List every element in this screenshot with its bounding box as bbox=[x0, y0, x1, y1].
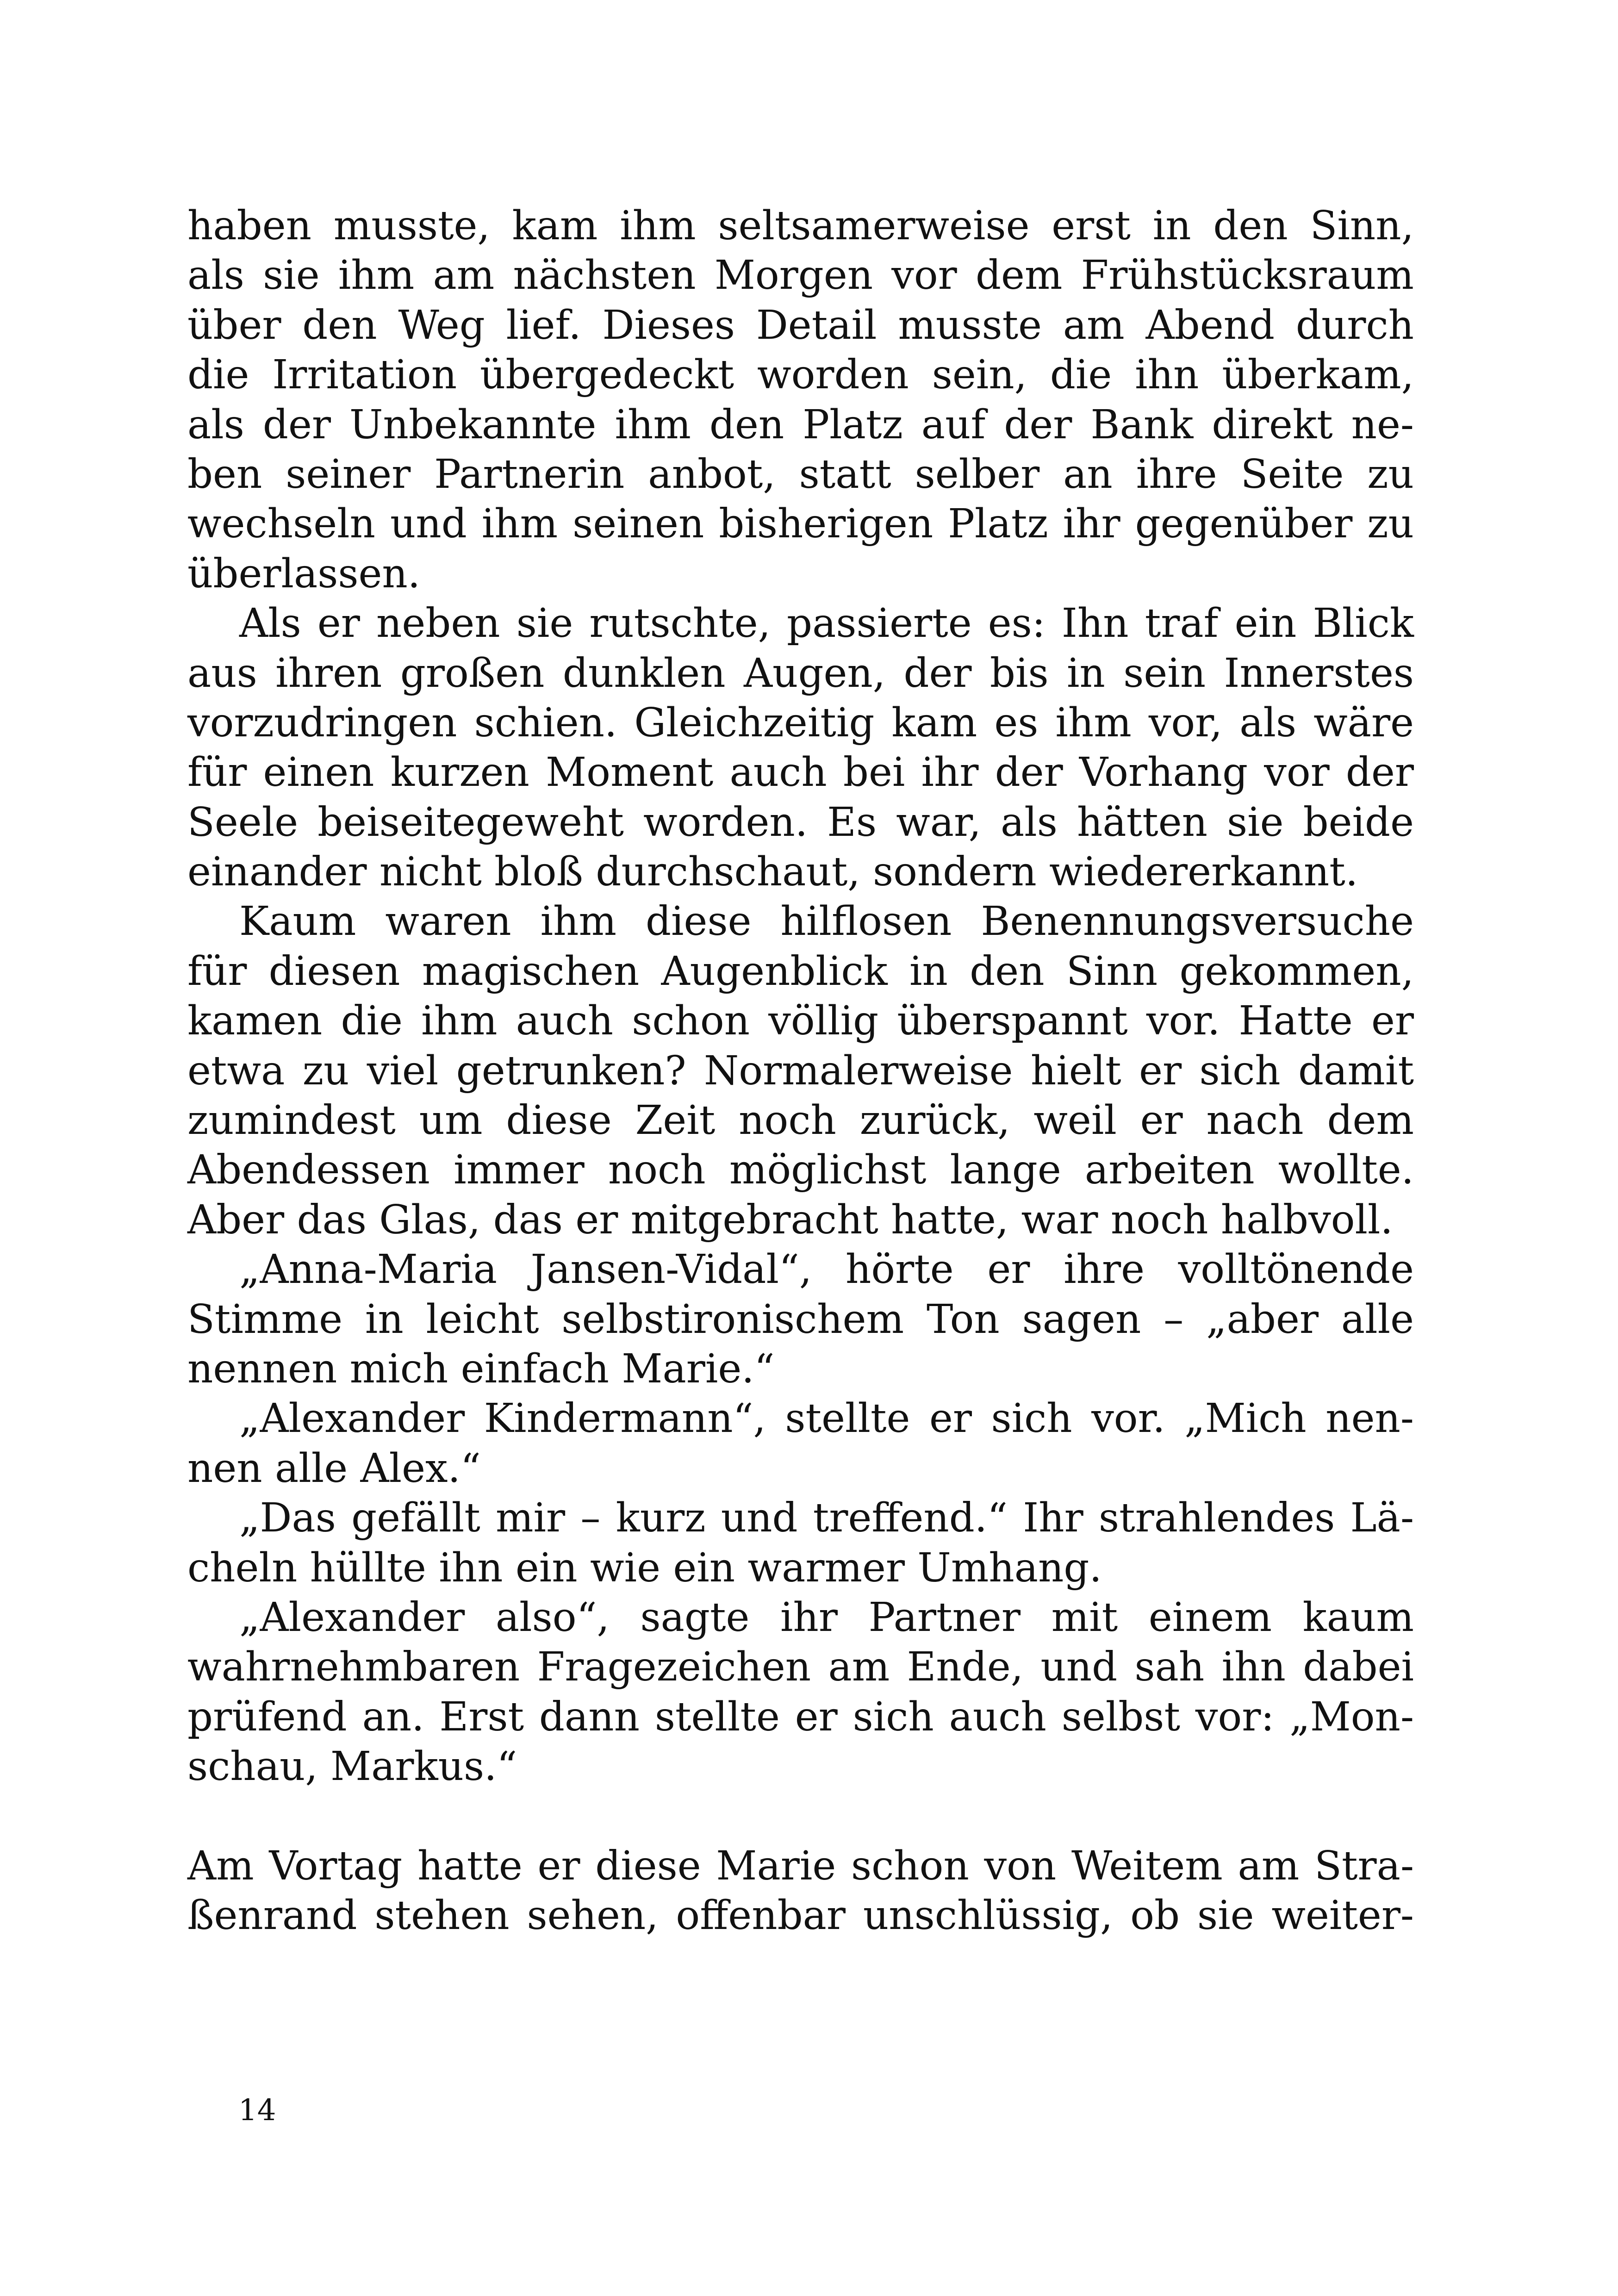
text-line: „Anna-Maria Jansen-Vidal“, hörte er ihre volltönende bbox=[239, 1246, 1414, 1293]
text-line: „Alexander Kindermann“, stellte er sich vor. „Mich nen- bbox=[239, 1395, 1414, 1442]
text-line: ßenrand stehen sehen, offenbar unschlüssig, ob sie weiter- bbox=[187, 1892, 1414, 1939]
text-line: zumindest um diese Zeit noch zurück, weil er nach dem bbox=[187, 1097, 1414, 1144]
text-line: einander nicht bloß durchschaut, sondern wiedererkannt. bbox=[187, 849, 1358, 896]
text-line: Aber das Glas, das er mitgebracht hatte, war noch halbvoll. bbox=[187, 1196, 1393, 1243]
text-line: über den Weg lief. Dieses Detail musste am Abend durch bbox=[187, 302, 1414, 348]
text-line: für diesen magischen Augenblick in den Sinn gekommen, bbox=[187, 948, 1414, 995]
body-text bbox=[187, 201, 1414, 1941]
text-line: „Alexander also“, sagte ihr Partner mit einem kaum bbox=[239, 1594, 1414, 1641]
text-line: etwa zu viel getrunken? Normalerweise hielt er sich damit bbox=[187, 1047, 1414, 1094]
text-line: cheln hüllte ihn ein wie ein warmer Umhang. bbox=[187, 1544, 1102, 1591]
text-line: nennen mich einfach Marie.“ bbox=[187, 1345, 775, 1392]
text-line: aus ihren großen dunklen Augen, der bis in sein Innerstes bbox=[187, 650, 1414, 697]
text-line: für einen kurzen Moment auch bei ihr der Vorhang vor der bbox=[187, 749, 1414, 796]
text-line: als sie ihm am nächsten Morgen vor dem Frühstücksraum bbox=[187, 252, 1414, 299]
text-line: wechseln und ihm seinen bisherigen Platz ihr gegenüber zu bbox=[187, 501, 1414, 548]
text-line: nen alle Alex.“ bbox=[187, 1445, 481, 1492]
text-line: wahrnehmbaren Fragezeichen am Ende, und sah ihn dabei bbox=[187, 1644, 1414, 1691]
page-number: 14 bbox=[238, 2093, 276, 2128]
text-line: als der Unbekannte ihm den Platz auf der Bank direkt ne- bbox=[187, 401, 1414, 448]
text-line: prüfend an. Erst dann stellte er sich auch selbst vor: „Mon- bbox=[187, 1693, 1414, 1740]
text-line: Am Vortag hatte er diese Marie schon von Weitem am Stra- bbox=[187, 1842, 1414, 1889]
text-line: kamen die ihm auch schon völlig überspannt vor. Hatte er bbox=[187, 998, 1414, 1045]
text-line: vorzudringen schien. Gleichzeitig kam es ihm vor, als wäre bbox=[187, 699, 1414, 746]
text-line: „Das gefällt mir – kurz und treffend.“ Ihr strahlendes Lä- bbox=[239, 1495, 1414, 1542]
text-line: schau, Markus.“ bbox=[187, 1743, 517, 1790]
section-gap bbox=[187, 1792, 1414, 1842]
text-line: Als er neben sie rutschte, passierte es: Ihn traf ein Blick bbox=[239, 600, 1414, 647]
text-line: überlassen. bbox=[187, 550, 421, 597]
text-line: Seele beiseitegeweht worden. Es war, als hätten sie beide bbox=[187, 799, 1414, 846]
text-line: Kaum waren ihm diese hilflosen Benennungsversuche bbox=[239, 898, 1414, 945]
text-line: Stimme in leicht selbstironischem Ton sagen – „aber alle bbox=[187, 1296, 1414, 1343]
text-line: haben musste, kam ihm seltsamerweise erst in den Sinn, bbox=[187, 203, 1414, 249]
text-line: ben seiner Partnerin anbot, statt selber an ihre Seite zu bbox=[187, 451, 1414, 498]
text-line: Abendessen immer noch möglichst lange arbeiten wollte. bbox=[187, 1147, 1414, 1194]
text-line: die Irritation übergedeckt worden sein, die ihn überkam, bbox=[187, 352, 1414, 398]
